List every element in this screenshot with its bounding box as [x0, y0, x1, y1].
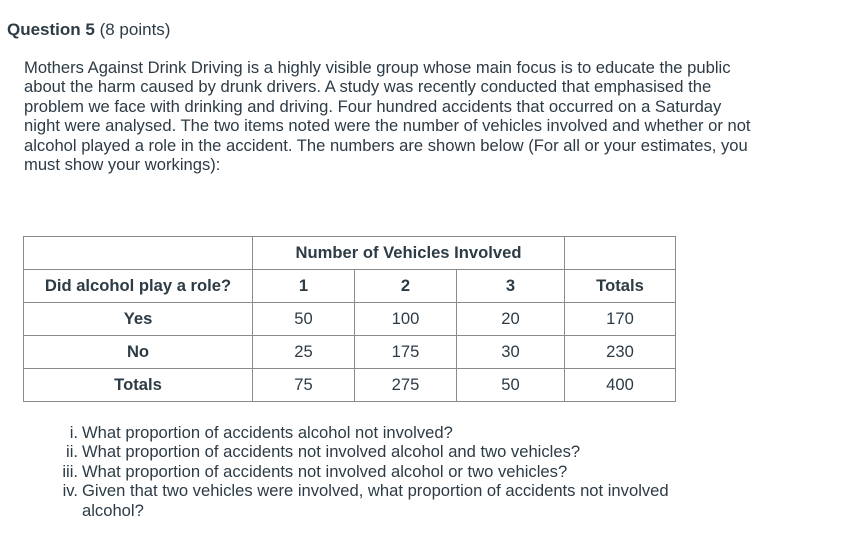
- sub-question-number: i.: [69, 423, 78, 442]
- sub-question-text: What proportion of accidents alcohol not involved?: [82, 423, 453, 442]
- sub-question-number: iii.: [62, 461, 78, 481]
- table-row: [24, 336, 676, 369]
- column-header-3: 3: [457, 270, 565, 303]
- contingency-table: [23, 236, 676, 402]
- row-label: Yes: [24, 303, 253, 336]
- list-item: [0, 462, 720, 481]
- question-points: (8 points): [99, 20, 171, 39]
- list-item: [0, 442, 720, 461]
- table-cell: 275: [355, 369, 457, 402]
- question-header: [7, 19, 170, 41]
- sub-question-number: ii.: [66, 442, 78, 462]
- table-cell: 175: [355, 336, 457, 369]
- sub-question-text: What proportion of accidents not involved alcohol or two vehicles?: [82, 461, 568, 481]
- sub-question-text: What proportion of accidents not involved alcohol and two vehicles?: [82, 442, 581, 462]
- question-title: Question 5: [7, 20, 95, 39]
- sub-question-text: Given that two vehicles were involved, what proportion of accidents not involved alcohol?: [82, 481, 669, 520]
- table-cell-total: 230: [565, 336, 676, 369]
- column-header-1: 1: [253, 270, 355, 303]
- table-column-header-row: [24, 270, 676, 303]
- table-header-row: [24, 237, 676, 270]
- table-cell-total: 170: [565, 303, 676, 336]
- table-cell: 50: [457, 369, 565, 402]
- row-label: Totals: [24, 369, 253, 402]
- table-cell-total: 400: [565, 369, 676, 402]
- sub-question-number: iv.: [62, 481, 78, 501]
- table-row: [24, 369, 676, 402]
- row-label: No: [24, 336, 253, 369]
- table-cell: 75: [253, 369, 355, 402]
- empty-corner-cell: [24, 237, 253, 270]
- table-cell: 50: [253, 303, 355, 336]
- sub-question-list: [0, 423, 720, 520]
- question-body: Mothers Against Drink Driving is a highly visible group whose main focus is to educate the public about the harm caused by drunk drivers. A study was recently conducted that emphasised the problem we face with drinking and driving. Four hundred accidents that occurred on a Saturday night were analysed. The two items noted were the number of vehicles involved and whether or not alcohol played a role in the accident. The numbers are shown below (For all or your estimates, you must show your workings):: [24, 58, 751, 175]
- table-cell: 30: [457, 336, 565, 369]
- row-header: Did alcohol play a role?: [24, 270, 253, 303]
- table-cell: 20: [457, 303, 565, 336]
- table-cell: 100: [355, 303, 457, 336]
- column-header-2: 2: [355, 270, 457, 303]
- empty-header-cell: [565, 237, 676, 270]
- table-row: [24, 303, 676, 336]
- list-item: [0, 423, 720, 442]
- group-header: Number of Vehicles Involved: [253, 237, 565, 270]
- list-item: [0, 481, 720, 520]
- column-header-totals: Totals: [565, 270, 676, 303]
- table-cell: 25: [253, 336, 355, 369]
